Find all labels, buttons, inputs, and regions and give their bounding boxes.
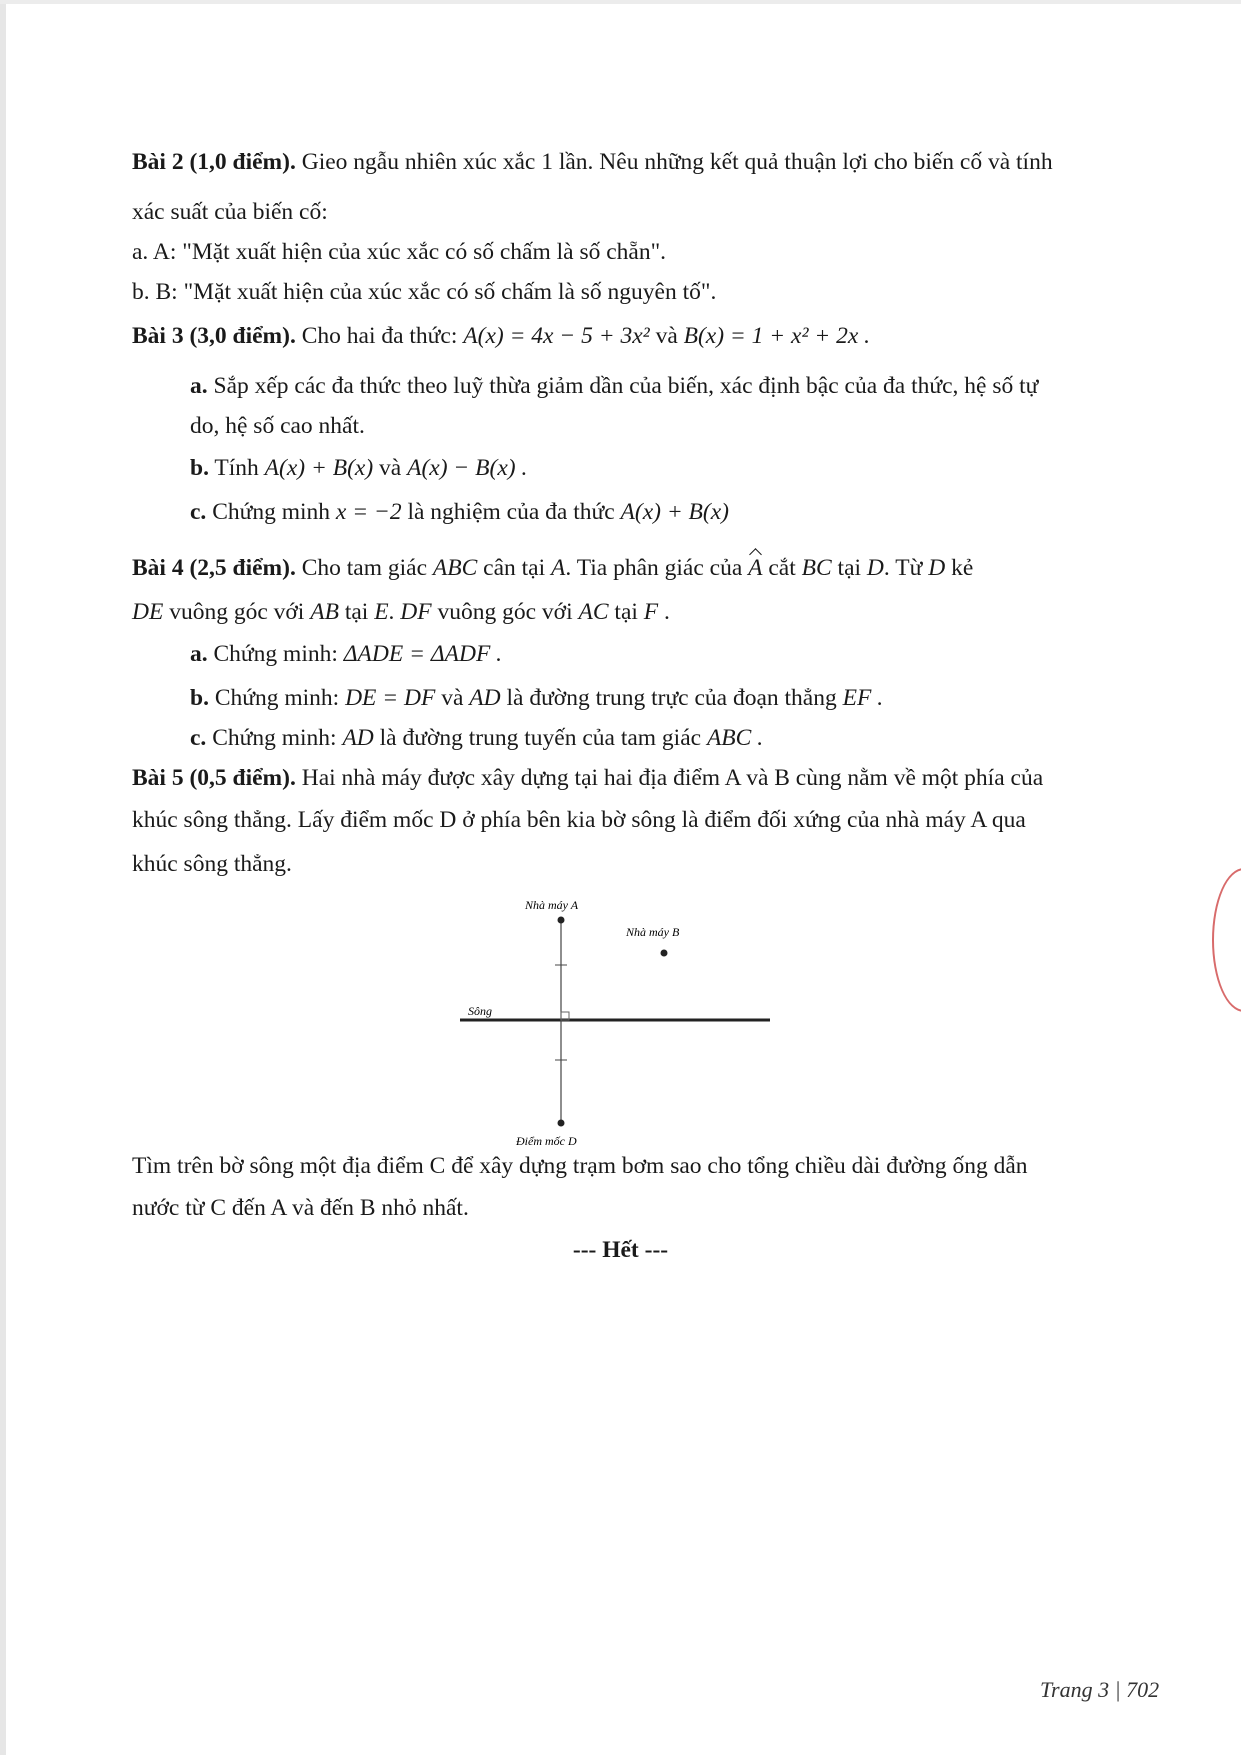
bai4-line1: Bài 4 (2,5 điểm). Cho tam giác ABC cân tại A. Tia phân giác của A cắt BC tại D. Từ D kẻ (132, 552, 973, 584)
poly-b: B(x) = 1 + x² + 2x . (683, 323, 871, 349)
poly-a: A(x) = 4x − 5 + 3x² (463, 323, 650, 349)
point-b (661, 950, 668, 957)
bai3-item-c: c. Chứng minh x = −2 là nghiệm của đa thức A(x) + B(x) (190, 499, 729, 525)
bai3-item-b: b. Tính A(x) + B(x) và A(x) − B(x) . (190, 455, 528, 481)
point-a (558, 917, 565, 924)
bai3-item-a: a. Sắp xếp các đa thức theo luỹ thừa giảm dần của biến, xác định bậc của đa thức, hệ số tự (190, 373, 1039, 399)
bai2-item-b: b. B: "Mặt xuất hiện của xúc xắc có số chấm là số nguyên tố". (132, 279, 717, 305)
bai5-title: Bài 5 (0,5 điểm). (132, 765, 296, 791)
bai2-line2: xác suất của biến cố: (132, 199, 328, 225)
bai4-item-a: a. Chứng minh: ΔADE = ΔADF . (190, 641, 503, 667)
bai5-line2: khúc sông thẳng. Lấy điểm mốc D ở phía bên kia bờ sông là điểm đối xứng của nhà máy A qua (132, 807, 1026, 833)
bai2-item-a: a. A: "Mặt xuất hiện của xúc xắc có số chấm là số chẵn". (132, 239, 667, 265)
scan-edge (0, 0, 6, 1755)
bai5-question2: nước từ C đến A và đến B nhỏ nhất. (132, 1195, 469, 1221)
bai4-item-b: b. Chứng minh: DE = DF và AD là đường trung trực của đoạn thẳng EF . (190, 685, 884, 711)
bai5-line1: Bài 5 (0,5 điểm). Hai nhà máy được xây dựng tại hai địa điểm A và B cùng nằm về một phía của (132, 765, 1044, 791)
end-marker: --- Hết --- (572, 1237, 669, 1263)
scan-edge-top (0, 0, 1241, 4)
page-footer: Trang 3 | 702 (1040, 1677, 1160, 1702)
bai4-line2: DE vuông góc với AB tại E. DF vuông góc với AC tại F . (132, 599, 670, 625)
label-b: Nhà máy B (626, 925, 680, 939)
bai3-item-a-cont: do, hệ số cao nhất. (190, 413, 365, 439)
label-d: Điểm mốc D (516, 1134, 577, 1148)
river-diagram (450, 895, 790, 1155)
label-river: Sông (468, 1004, 492, 1018)
bai2-title: Bài 2 (1,0 điểm). (132, 149, 296, 175)
bai3-title: Bài 3 (3,0 điểm). (132, 323, 296, 349)
point-d (558, 1120, 565, 1127)
angle-a: A (748, 552, 762, 584)
bai2-line1: Bài 2 (1,0 điểm). Gieo ngẫu nhiên xúc xắc 1 lần. Nêu những kết quả thuận lợi cho biến cố và tính (132, 149, 1053, 175)
bai5-line3: khúc sông thẳng. (132, 851, 292, 877)
bai5-question1: Tìm trên bờ sông một địa điểm C để xây dựng trạm bơm sao cho tổng chiều dài đường ống dẫn (132, 1153, 1028, 1179)
label-a: Nhà máy A (525, 898, 579, 912)
bai3-line1: Bài 3 (3,0 điểm). Cho hai đa thức: A(x) = 4x − 5 + 3x² và B(x) = 1 + x² + 2x . (132, 323, 871, 349)
stamp-fragment (1212, 868, 1241, 1012)
bai4-item-c: c. Chứng minh: AD là đường trung tuyến của tam giác ABC . (190, 725, 764, 751)
bai4-title: Bài 4 (2,5 điểm). (132, 555, 296, 581)
